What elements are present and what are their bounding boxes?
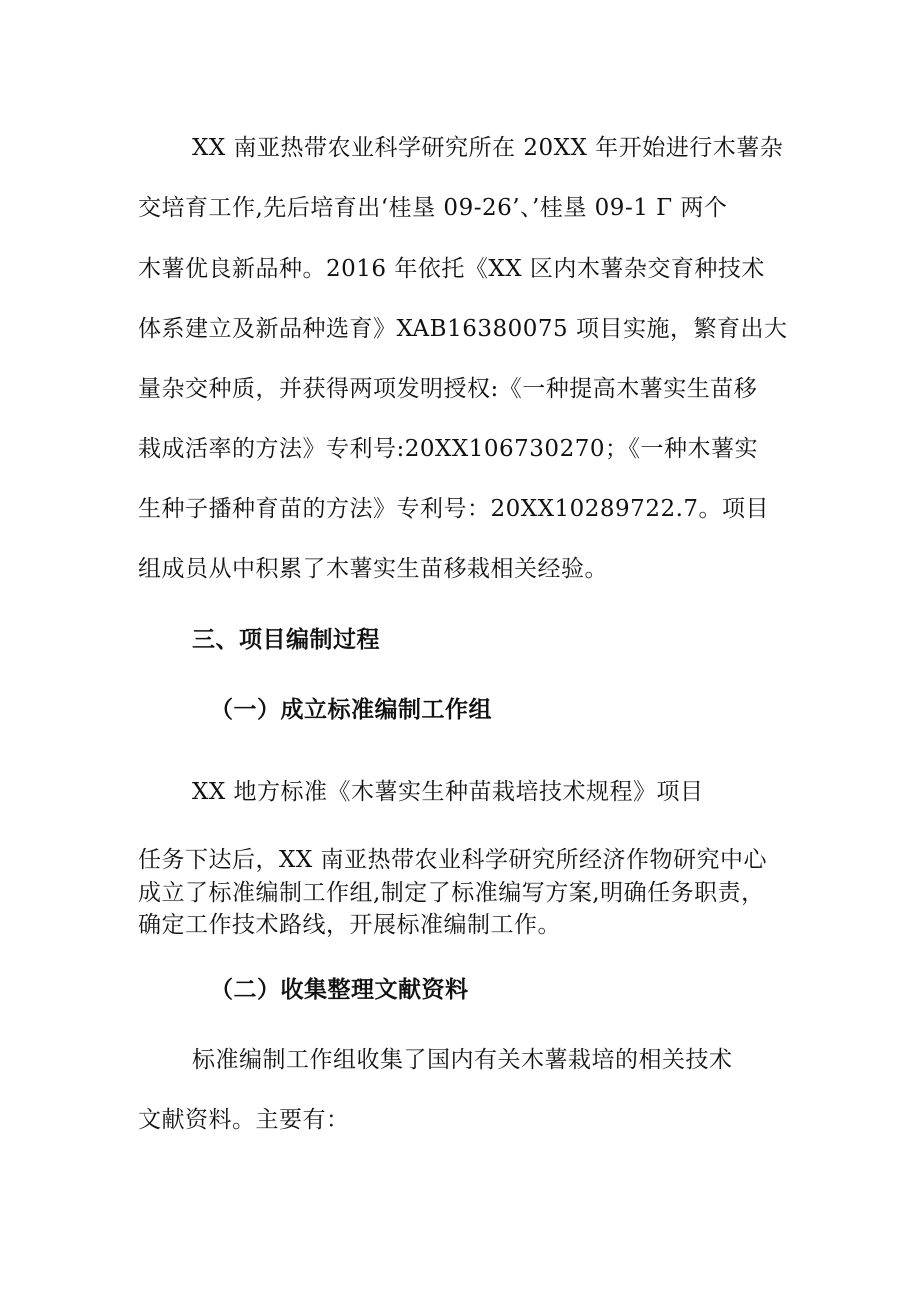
paragraph-line: XX 地方标准《木薯实生种苗栽培技术规程》项目 <box>192 779 704 805</box>
paragraph-line: 成立了标准编制工作组,制定了标准编写方案,明确任务职责， <box>138 880 765 906</box>
subsection-heading: （一）成立标准编制工作组 <box>210 697 492 723</box>
subsection-heading: （二）收集整理文献资料 <box>210 977 469 1003</box>
paragraph-line: 任务下达后，XX 南亚热带农业科学研究所经济作物研究中心 <box>138 847 768 873</box>
paragraph-line: XX 南亚热带农业科学研究所在 20XX 年开始进行木薯杂 <box>192 135 784 161</box>
paragraph-line: 量杂交种质，并获得两项发明授权:《一种提高木薯实生苗移 <box>138 376 758 402</box>
paragraph-line: 栽成活率的方法》专利号:20XX106730270；《一种木薯实 <box>138 436 758 462</box>
paragraph-line: 交培育工作,先后培育出‘桂垦 09-26’、’桂垦 09-1 Γ 两个 <box>138 195 728 221</box>
paragraph-line: 生种子播种育苗的方法》专利号：20XX10289722.7。项目 <box>138 496 770 522</box>
paragraph-line: 体系建立及新品种选育》XAB16380075 项目实施，繁育出大 <box>138 316 788 342</box>
paragraph-line: 确定工作技术路线，开展标准编制工作。 <box>138 912 561 938</box>
paragraph-line: 文献资料。主要有： <box>138 1107 350 1133</box>
section-heading: 三、项目编制过程 <box>192 627 380 653</box>
paragraph-line: 组成员从中积累了木薯实生苗移栽相关经验。 <box>138 556 608 582</box>
paragraph-line: 木薯优良新品种。2016 年依托《XX 区内木薯杂交育种技术 <box>138 256 765 282</box>
paragraph-line: 标准编制工作组收集了国内有关木薯栽培的相关技术 <box>192 1047 733 1073</box>
